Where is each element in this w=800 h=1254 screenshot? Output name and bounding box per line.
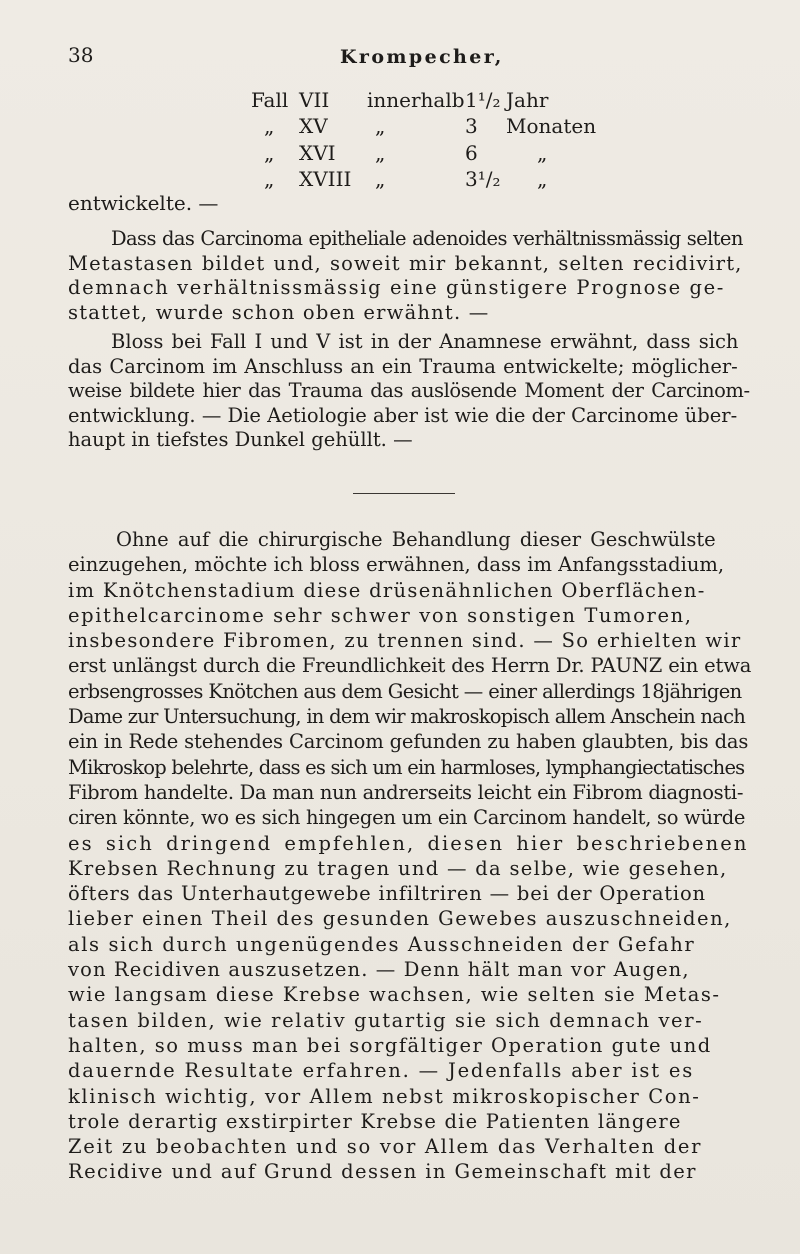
table-closing-text: entwickelte. — (68, 191, 219, 215)
text-line: Dass das Carcinoma epitheliale adenoides verhältnissmässig selten (111, 227, 743, 250)
text-line: das Carcinom im Anschluss an ein Trauma entwickelte; möglicher- (68, 354, 738, 378)
case-row-1-amount: 1¹/₂ (465, 88, 501, 112)
text-line: erbsengrosses Knötchen aus dem Gesicht — einer allerdings 18jährigen (68, 679, 742, 703)
paragraph-treatment (68, 527, 750, 1185)
text-line: stattet, wurde schon oben erwähnt. — (68, 300, 490, 324)
case-row-2-prep: „ (375, 114, 386, 138)
text-line: ein in Rede stehendes Carcinom gefunden zu haben glaubten, bis das (68, 730, 749, 754)
case-row-1-unit: Jahr (506, 88, 549, 112)
text-line: haupt in tiefstes Dunkel gehüllt. — (68, 428, 413, 452)
text-line: Ohne auf die chirurgische Behandlung dieser Geschwülste (116, 528, 716, 551)
text-line: Dame zur Untersuchung, in dem wir makroskopisch allem Anschein nach (68, 705, 746, 729)
text-line: tasen bilden, wie relativ gutartig sie sich demnach ver- (68, 1008, 704, 1032)
case-duration-table (0, 0, 800, 220)
case-row-2-unit: Monaten (506, 114, 597, 138)
text-line: es sich dringend empfehlen, diesen hier beschriebenen (68, 831, 749, 855)
case-row-4-amount: 3¹/₂ (465, 167, 501, 191)
text-line: von Recidiven auszusetzen. — Denn hält man vor Augen, (68, 958, 690, 982)
running-title: Krompecher, (340, 46, 504, 68)
text-line: Metastasen bildet und, soweit mir bekannt, selten recidivirt, (68, 251, 743, 275)
text-line: Krebsen Rechnung zu tragen und — da selbe, wie gesehen, (68, 856, 728, 880)
text-line: epithelcarcinome sehr schwer von sonstigen Tumoren, (68, 603, 693, 627)
text-line: Recidive und auf Grund dessen in Gemeinschaft mit der (68, 1160, 697, 1184)
text-line: insbesondere Fibromen, zu trennen sind. — So erhielten wir (68, 629, 742, 653)
text-line: als sich durch ungenügendes Ausschneiden der Gefahr (68, 932, 696, 956)
case-row-2-amount: 3 (465, 114, 478, 138)
case-row-1-fall: Fall (251, 88, 289, 112)
text-line: trole derartig exstirpirter Krebse die Patienten längere (68, 1109, 682, 1133)
section-divider (353, 493, 455, 494)
text-line: im Knötchenstadium diese drüsenähnlichen Oberflächen- (68, 578, 706, 602)
case-row-3-fall: „ (264, 141, 275, 165)
case-row-2-fall: „ (264, 114, 275, 138)
text-line: weise bildete hier das Trauma das auslösende Moment der Carcinom- (68, 379, 750, 403)
text-line: ciren könnte, wo es sich hingegen um ein Carcinom handelt, so würde (68, 806, 746, 830)
case-row-2-case: XV (299, 114, 328, 138)
paragraph-prognosis (68, 227, 750, 325)
case-row-1-prep: innerhalb (367, 88, 465, 112)
case-row-4-case: XVIII (299, 167, 352, 191)
case-row-3-case: XVI (299, 141, 336, 165)
case-row-3-unit: „ (537, 141, 548, 165)
text-line: Zeit zu beobachten und so vor Allem das Verhalten der (68, 1135, 703, 1159)
case-row-3-amount: 6 (465, 141, 478, 165)
case-row-4-unit: „ (537, 167, 548, 191)
page-number: 38 (68, 43, 94, 67)
text-line: Bloss bei Fall I und V ist in der Anamnese erwähnt, dass sich (111, 330, 739, 353)
text-line: demnach verhältnissmässig eine günstigere Prognose ge- (68, 276, 725, 300)
text-line: wie langsam diese Krebse wachsen, wie selten sie Metas- (68, 983, 721, 1007)
paragraph-aetiology (68, 330, 750, 453)
text-line: dauernde Resultate erfahren. — Jedenfalls aber ist es (68, 1059, 695, 1083)
text-line: klinisch wichtig, vor Allem nebst mikroskopischer Con- (68, 1084, 701, 1108)
text-line: lieber einen Theil des gesunden Gewebes auszuschneiden, (68, 907, 732, 931)
case-row-4-fall: „ (264, 167, 275, 191)
text-line: entwicklung. — Die Aetiologie aber ist wie die der Carcinome über- (68, 403, 738, 427)
text-line: halten, so muss man bei sorgfältiger Operation gute und (68, 1033, 712, 1057)
text-line: einzugehen, möchte ich bloss erwähnen, dass im Anfangsstadium, (68, 553, 725, 577)
text-line: erst unlängst durch die Freundlichkeit des Herrn Dr. PAUNZ ein etwa (68, 654, 752, 678)
case-row-1-case: VII (299, 88, 330, 112)
case-row-4-prep: „ (375, 167, 386, 191)
text-line: Mikroskop belehrte, dass es sich um ein harmloses, lymphangiectatisches (68, 755, 745, 779)
text-line: Fibrom handelte. Da man nun andrerseits leicht ein Fibrom diagnosti- (68, 780, 744, 804)
text-line: öfters das Unterhautgewebe infiltriren — bei der Operation (68, 882, 706, 906)
case-row-3-prep: „ (375, 141, 386, 165)
